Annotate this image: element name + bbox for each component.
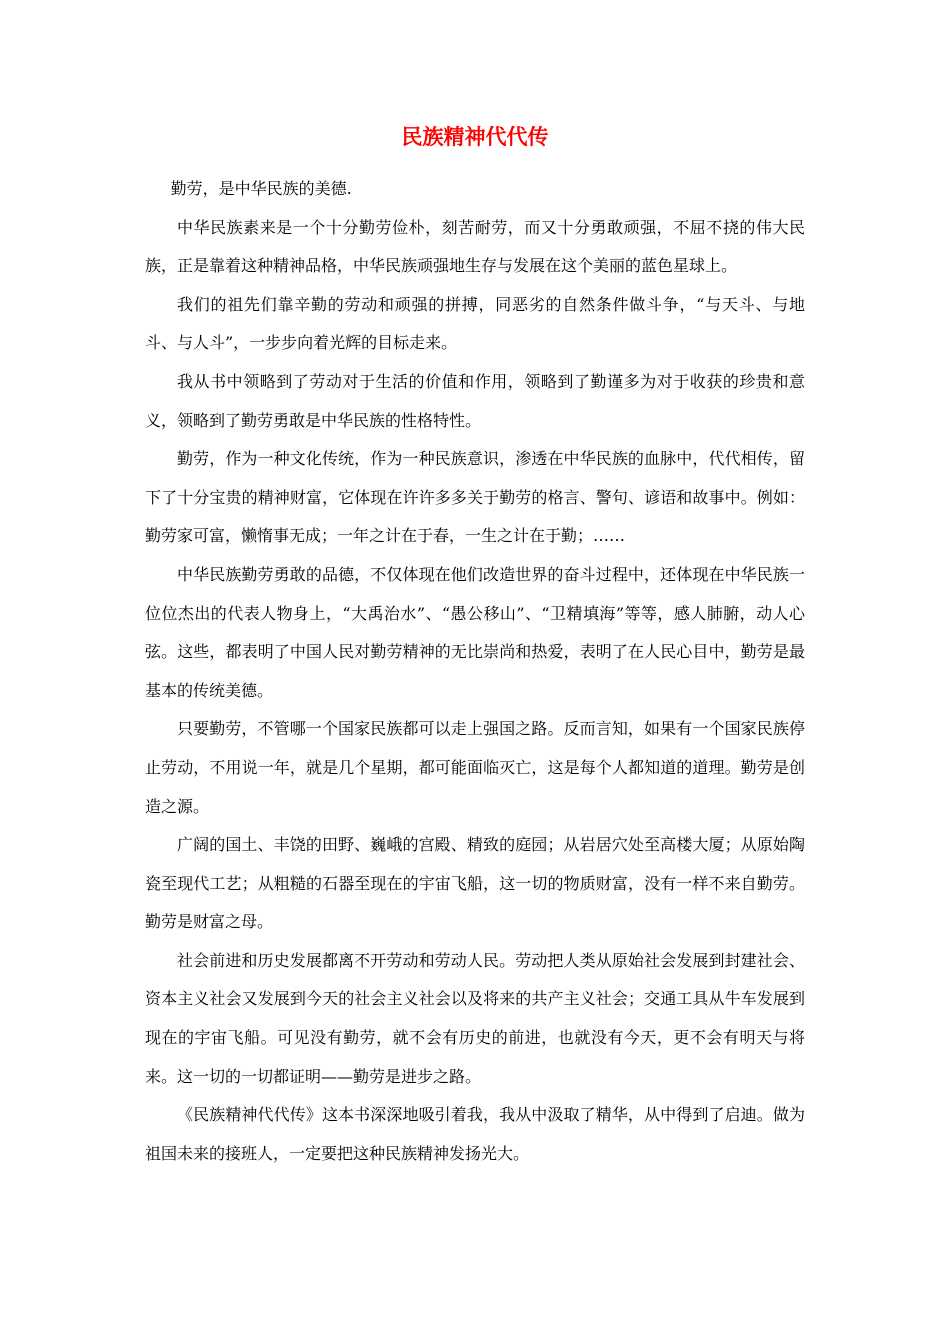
paragraph: 《民族精神代代传》这本书深深地吸引着我，我从中汲取了精华，从中得到了启迪。做为祖国未来的接班人，一定要把这种民族精神发扬光大。: [145, 1105, 805, 1163]
document-body: [145, 170, 805, 1173]
paragraph: 社会前进和历史发展都离不开劳动和劳动人民。劳动把人类从原始社会发展到封建社会、资本主义社会又发展到今天的社会主义社会以及将来的共产主义社会；交通工具从牛车发展到现在的宇宙飞船。可见没有勤劳，就不会有历史的前进，也就没有今天，更不会有明天与将来。这一切的一切都证明——勤劳是进步之路。: [145, 950, 805, 1086]
paragraph: 我从书中领略到了劳动对于生活的价值和作用，领略到了勤谨多为对于收获的珍贵和意义，领略到了勤劳勇敢是中华民族的性格特性。: [145, 371, 805, 430]
paragraph: 我们的祖先们靠辛勤的劳动和顽强的拼搏，同恶劣的自然条件做斗争，“与天斗、与地斗、与人斗”，一步步向着光辉的目标走来。: [145, 294, 805, 353]
paragraph: 勤劳，作为一种文化传统，作为一种民族意识，渗透在中华民族的血脉中，代代相传，留下了十分宝贵的精神财富，它体现在许许多多关于勤劳的格言、警句、谚语和故事中。例如：勤劳家可富，懒惰事无成；一年之计在于春，一生之计在于勤；……: [145, 449, 805, 546]
paragraph: 中华民族素来是一个十分勤劳俭朴，刻苦耐劳，而又十分勇敢顽强，不屈不挠的伟大民族，正是靠着这种精神品格，中华民族顽强地生存与发展在这个美丽的蓝色星球上。: [145, 217, 805, 276]
document-title: 民族精神代代传: [401, 125, 549, 149]
paragraph: 中华民族勤劳勇敢的品德，不仅体现在他们改造世界的奋斗过程中，还体现在中华民族一位位杰出的代表人物身上，“大禹治水”、“愚公移山”、“卫精填海”等等，感人肺腑，动人心弦。这些，都表明了中国人民对勤劳精神的无比崇尚和热爱，表明了在人民心目中，勤劳是最基本的传统美德。: [145, 564, 805, 700]
paragraph: 广阔的国土、丰饶的田野、巍峨的宫殿、精致的庭园；从岩居穴处至高楼大厦；从原始陶瓷至现代工艺；从粗糙的石器至现在的宇宙飞船，这一切的物质财富，没有一样不来自勤劳。勤劳是财富之母。: [145, 835, 805, 932]
paragraph: 勤劳，是中华民族的美德.: [170, 179, 352, 198]
paragraph: 只要勤劳，不管哪一个国家民族都可以走上强国之路。反而言知，如果有一个国家民族停止劳动，不用说一年，就是几个星期，都可能面临灭亡，这是每个人都知道的道理。勤劳是创造之源。: [145, 719, 805, 816]
